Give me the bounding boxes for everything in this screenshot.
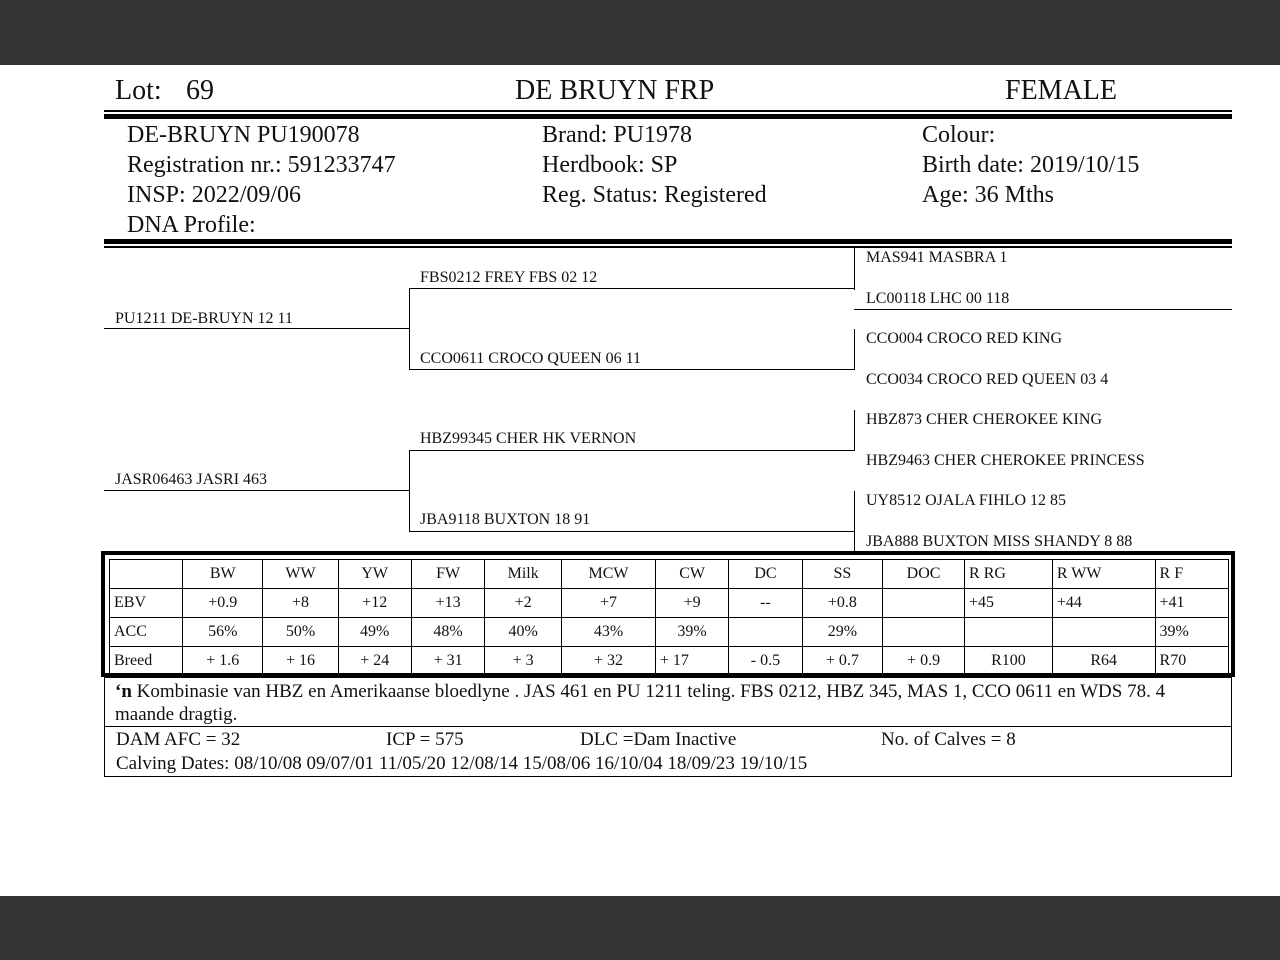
- viewer-top-bar: [0, 0, 1280, 65]
- comment-prefix: ‘n: [115, 681, 132, 702]
- table-cell: R64: [1052, 647, 1155, 676]
- table-header-cell: YW: [338, 560, 411, 589]
- pedigree-line: [409, 531, 855, 532]
- table-cell: [729, 618, 802, 647]
- pedigree-ggp-6: HBZ9463 CHER CHEROKEE PRINCESS: [866, 452, 1145, 469]
- ebv-table-frame: [101, 551, 1235, 677]
- pedigree-line: [409, 288, 410, 370]
- pedigree-sire-dam: CCO0611 CROCO QUEEN 06 11: [420, 350, 642, 367]
- pedigree-dam-dam: JBA9118 BUXTON 18 91: [420, 511, 591, 528]
- table-cell: R70: [1155, 647, 1228, 676]
- table-cell: 39%: [1155, 618, 1228, 647]
- table-cell: + 31: [411, 647, 484, 676]
- table-header-cell: R WW: [1052, 560, 1155, 589]
- dam-calf-count: No. of Calves = 8: [881, 729, 1016, 750]
- dam-icp: ICP = 575: [386, 729, 464, 750]
- brand: Brand: PU1978: [542, 122, 692, 148]
- table-cell: - 0.5: [729, 647, 802, 676]
- table-header-cell: MCW: [562, 560, 656, 589]
- table-cell: 50%: [263, 618, 338, 647]
- pedigree-line: [854, 329, 855, 370]
- table-cell: + 32: [562, 647, 656, 676]
- table-header-cell: R RG: [965, 560, 1053, 589]
- table-cell: 48%: [411, 618, 484, 647]
- table-cell: + 16: [263, 647, 338, 676]
- table-header-cell: DC: [729, 560, 802, 589]
- breeder-name: DE BRUYN FRP: [515, 75, 715, 106]
- pedigree-dam: JASR06463 JASRI 463: [115, 471, 268, 488]
- table-cell: Breed: [110, 647, 183, 676]
- table-cell: EBV: [110, 589, 183, 618]
- header-rule-thin: [104, 110, 1232, 112]
- pedigree-ggp-3: CCO004 CROCO RED KING: [866, 330, 1063, 347]
- animal-info-col2: [542, 120, 767, 210]
- table-cell: +45: [965, 589, 1053, 618]
- registration-number: Registration nr.: 591233747: [127, 152, 396, 178]
- pedigree-line: [409, 450, 410, 532]
- pedigree-line: [409, 288, 855, 289]
- pedigree-ggp-7: UY8512 OJALA FIHLO 12 85: [866, 492, 1066, 509]
- table-cell: --: [729, 589, 802, 618]
- animal-name: DE-BRUYN PU190078: [127, 122, 360, 148]
- lot-number: 69: [186, 75, 214, 106]
- pedigree-line: [854, 491, 855, 551]
- viewer-bottom-bar: [0, 896, 1280, 960]
- pedigree-ggp-8: JBA888 BUXTON MISS SHANDY 8 88: [866, 533, 1133, 550]
- animal-info-col1: [127, 120, 396, 240]
- table-cell: [1052, 618, 1155, 647]
- table-cell: 56%: [183, 618, 263, 647]
- table-cell: + 1.6: [183, 647, 263, 676]
- table-header-cell: SS: [802, 560, 882, 589]
- table-cell: [883, 589, 965, 618]
- dna-profile: DNA Profile:: [127, 212, 256, 238]
- pedigree-sire-sire: FBS0212 FREY FBS 02 12: [420, 269, 598, 286]
- table-row-ebv: [110, 589, 1229, 618]
- table-header-row: [110, 560, 1229, 589]
- table-cell: 29%: [802, 618, 882, 647]
- table-cell: 49%: [338, 618, 411, 647]
- lot-card-page: [0, 65, 1280, 896]
- dam-dlc: DLC =Dam Inactive: [580, 729, 737, 750]
- table-row-acc: [110, 618, 1229, 647]
- table-cell: + 17: [655, 647, 728, 676]
- lot-label: Lot:: [115, 75, 162, 106]
- comment-box: [104, 677, 1232, 727]
- table-header-cell: WW: [263, 560, 338, 589]
- pedigree-ggp-5: HBZ873 CHER CHEROKEE KING: [866, 411, 1102, 428]
- table-cell: [883, 618, 965, 647]
- table-cell: R100: [965, 647, 1053, 676]
- pedigree-line: [854, 410, 855, 451]
- pedigree-line: [409, 450, 855, 451]
- table-cell: +0.9: [183, 589, 263, 618]
- comment-text: Kombinasie van HBZ en Amerikaanse bloedlyne . JAS 461 en PU 1211 teling. FBS 0212, HBZ 345, MAS 1, CCO 0611 en WDS 78. 4 maande dragtig.: [115, 681, 1166, 725]
- table-header-cell: R F: [1155, 560, 1228, 589]
- table-header-cell: Milk: [485, 560, 562, 589]
- pedigree-line: [854, 248, 855, 290]
- table-cell: 43%: [562, 618, 656, 647]
- table-cell: [965, 618, 1053, 647]
- pedigree-line: [854, 309, 1232, 310]
- table-cell: +8: [263, 589, 338, 618]
- pedigree-ggp-4: CCO034 CROCO RED QUEEN 03 4: [866, 371, 1109, 388]
- table-cell: ACC: [110, 618, 183, 647]
- table-cell: + 24: [338, 647, 411, 676]
- table-cell: +12: [338, 589, 411, 618]
- table-cell: 40%: [485, 618, 562, 647]
- table-cell: +13: [411, 589, 484, 618]
- table-header-cell: DOC: [883, 560, 965, 589]
- table-cell: +7: [562, 589, 656, 618]
- animal-info-col3: [922, 120, 1139, 210]
- pedigree-ggp-2: LC00118 LHC 00 118: [866, 290, 1010, 307]
- table-header-cell: CW: [655, 560, 728, 589]
- table-cell: +44: [1052, 589, 1155, 618]
- age: Age: 36 Mths: [922, 182, 1054, 208]
- pedigree-line: [104, 328, 410, 329]
- table-cell: + 3: [485, 647, 562, 676]
- table-cell: + 0.9: [883, 647, 965, 676]
- pedigree-line: [104, 490, 410, 491]
- table-header-cell: FW: [411, 560, 484, 589]
- table-cell: +2: [485, 589, 562, 618]
- sex-label: FEMALE: [1005, 75, 1117, 106]
- pedigree-line: [409, 369, 855, 370]
- table-row-breed: [110, 647, 1229, 676]
- ebv-table: [109, 559, 1229, 676]
- table-header-cell: BW: [183, 560, 263, 589]
- table-cell: +0.8: [802, 589, 882, 618]
- info-rule-thick: [104, 239, 1232, 244]
- colour: Colour:: [922, 122, 996, 148]
- table-header-cell: [110, 560, 183, 589]
- herdbook: Herdbook: SP: [542, 152, 678, 178]
- reg-status: Reg. Status: Registered: [542, 182, 767, 208]
- dam-info-box: [104, 726, 1232, 777]
- calving-dates: Calving Dates: 08/10/08 09/07/01 11/05/20 12/08/14 15/08/06 16/10/04 18/09/23 19/10/15: [116, 753, 808, 774]
- dam-afc: DAM AFC = 32: [116, 729, 241, 750]
- table-cell: 39%: [655, 618, 728, 647]
- header-rule-thick: [104, 114, 1232, 119]
- birth-date: Birth date: 2019/10/15: [922, 152, 1140, 178]
- table-cell: +41: [1155, 589, 1228, 618]
- pedigree-ggp-1: MAS941 MASBRA 1: [866, 249, 1008, 266]
- info-rule-thin: [104, 246, 1232, 248]
- table-cell: +9: [655, 589, 728, 618]
- pedigree-dam-sire: HBZ99345 CHER HK VERNON: [420, 430, 637, 447]
- pedigree-sire: PU1211 DE-BRUYN 12 11: [115, 310, 293, 327]
- table-cell: + 0.7: [802, 647, 882, 676]
- insp-date: INSP: 2022/09/06: [127, 182, 302, 208]
